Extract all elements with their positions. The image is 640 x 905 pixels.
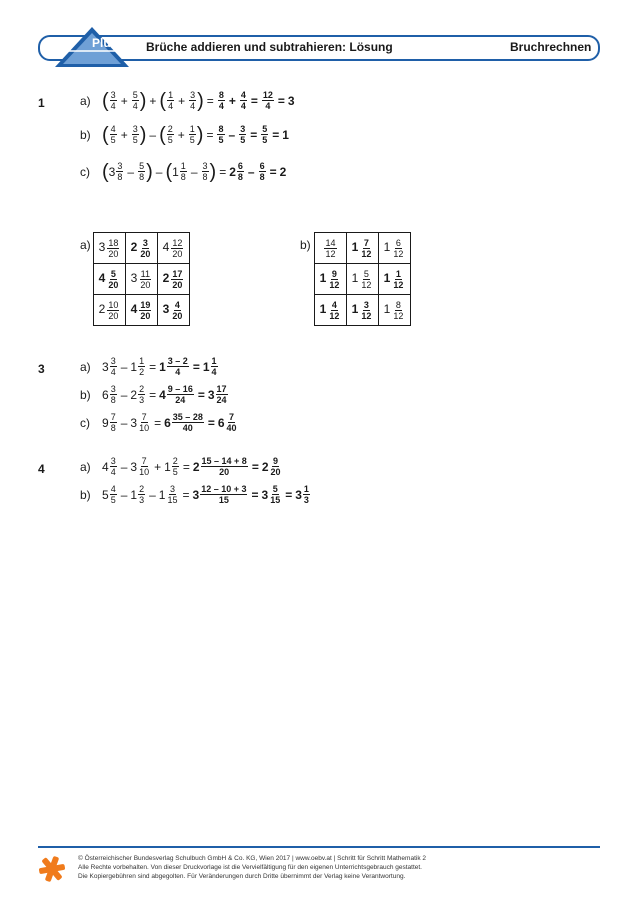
item-label: c): [80, 415, 90, 430]
whole-number: 4: [130, 302, 138, 317]
grid-row: [94, 295, 190, 326]
fraction: $\frac{1}{4}$: [211, 356, 217, 377]
fraction: $\frac{10}{20}$: [108, 299, 119, 321]
whole-number: 1: [202, 359, 210, 374]
footer-fees: Die Kopiergebühren sind abgegolten. Für Veränderungen durch Dritte übernimmt der Verlag keine Verantwortung.: [78, 873, 406, 880]
equals: =: [206, 127, 214, 142]
fraction: $\frac{5}{15}$: [270, 484, 281, 505]
task-4a: [80, 456, 283, 477]
fraction: $\frac{11}{20}$: [140, 268, 151, 290]
equals: =: [182, 459, 190, 474]
fraction: $\frac{3}{4}$: [110, 90, 116, 111]
fraction: $\frac{1}{4}$: [168, 90, 174, 111]
operator: +: [178, 93, 186, 108]
fraction: $\frac{7}{10}$: [139, 456, 150, 477]
fraction: $\frac{3}{5}$: [132, 124, 138, 145]
fraction: $\frac{3}{4}$: [110, 456, 116, 477]
whole-number: 1: [130, 359, 138, 374]
whole-number: 3: [162, 302, 170, 317]
fraction: $\frac{8}{12}$: [393, 299, 404, 321]
item-label: a): [80, 93, 91, 108]
grid-cell: [94, 264, 126, 295]
item-label: b): [80, 127, 91, 142]
grid-cell: [347, 233, 379, 264]
fraction: $\frac{19}{20}$: [140, 299, 151, 321]
fraction: $\frac{7}{10}$: [139, 412, 150, 433]
item-label: a): [80, 359, 91, 374]
fraction: $\frac{2}{5}$: [167, 124, 173, 145]
operator: –: [149, 127, 157, 142]
task-number: 1: [38, 96, 45, 110]
fraction: $\frac{5}{12}$: [361, 268, 372, 290]
fraction: $\frac{14}{12}$: [325, 237, 336, 259]
equals: =: [154, 415, 162, 430]
equals: =: [272, 127, 280, 142]
grid-cell: [379, 264, 411, 295]
operator: –: [120, 459, 128, 474]
fraction: $\frac{15 - 14 + 8}{20}$: [201, 456, 247, 477]
task-number: 3: [38, 362, 45, 376]
task-number: 4: [38, 462, 45, 476]
whole-number: 4: [102, 459, 109, 474]
grid-cell: [94, 233, 126, 264]
equals: =: [149, 359, 157, 374]
fraction: $\frac{2}{3}$: [139, 384, 145, 405]
footer-rights: Alle Rechte vorbehalten. Von dieser Druckvorlage ist die Vervielfältigung für den eigenen Unterrichtsgebrauch gestattet.: [78, 864, 422, 871]
whole-number: 9: [102, 415, 109, 430]
item-label: b): [80, 387, 91, 402]
whole-number: 3: [102, 359, 109, 374]
fraction: $\frac{4}{4}$: [240, 90, 246, 111]
equals: =: [149, 387, 157, 402]
whole-number: 3: [130, 415, 138, 430]
plus-label: Plus: [92, 36, 118, 50]
result: 3: [287, 93, 295, 108]
operator: +: [177, 127, 185, 142]
paren: ): [139, 89, 147, 112]
fraction: $\frac{4}{5}$: [110, 124, 116, 145]
fraction: $\frac{4}{5}$: [110, 484, 116, 505]
paren: (: [159, 123, 166, 146]
grid-cell: [126, 233, 158, 264]
paren: ): [197, 89, 204, 112]
whole-number: 1: [319, 271, 327, 286]
grid-row: [94, 233, 190, 264]
equals: =: [219, 164, 227, 179]
whole-number: 3: [295, 487, 302, 502]
grid-cell: [126, 295, 158, 326]
paren: (: [165, 160, 173, 183]
result: 2: [279, 164, 287, 179]
grid-cell: [126, 264, 158, 295]
footer-text: [78, 854, 426, 881]
fraction: $\frac{3}{20}$: [140, 237, 151, 259]
equals: =: [285, 487, 293, 502]
operator: –: [247, 164, 255, 179]
publisher-star-icon: [38, 855, 66, 883]
fraction: $\frac{4}{20}$: [172, 299, 183, 321]
whole-number: 2: [130, 387, 138, 402]
whole-number: 1: [383, 271, 391, 286]
fraction: $\frac{1}{12}$: [393, 268, 404, 290]
whole-number: 6: [217, 415, 225, 430]
fraction: $\frac{5}{4}$: [132, 90, 138, 111]
equals: =: [206, 93, 214, 108]
fraction: $\frac{1}{5}$: [189, 124, 195, 145]
grid-row: [94, 264, 190, 295]
whole-number: 6: [102, 387, 109, 402]
operator: –: [120, 487, 128, 502]
footer-copyright: © Österreichischer Bundesverlag Schulbuch GmbH & Co. KG, Wien 2017 | www.oebv.at | Schritt für Schritt Mathematik 2: [78, 855, 426, 862]
paren: (: [102, 160, 109, 183]
whole-number: 1: [164, 459, 171, 474]
task-1a: [80, 90, 295, 111]
fraction: $\frac{9}{12}$: [329, 268, 340, 290]
equals: =: [251, 487, 259, 502]
item-label: a): [80, 459, 91, 474]
fraction: $\frac{12}{20}$: [172, 237, 183, 259]
fraction: $\frac{1}{8}$: [180, 161, 186, 182]
grid-cell: [158, 264, 190, 295]
operator: –: [155, 164, 163, 179]
fraction: $\frac{2}{5}$: [172, 456, 178, 477]
whole-number: 1: [130, 487, 138, 502]
paren: ): [209, 160, 217, 183]
fraction: $\frac{9}{20}$: [270, 456, 281, 477]
fraction: $\frac{18}{20}$: [108, 237, 119, 259]
whole-number: 5: [102, 487, 109, 502]
fraction: $\frac{3}{15}$: [167, 484, 178, 505]
whole-number: 2: [261, 459, 269, 474]
whole-number: 3: [130, 459, 138, 474]
fraction: $\frac{8}{4}$: [218, 90, 224, 111]
equals: =: [250, 127, 258, 142]
fraction: $\frac{7}{8}$: [110, 412, 116, 433]
whole-number: 1: [351, 271, 359, 286]
magic-square-b: [314, 232, 411, 326]
operator: –: [120, 359, 128, 374]
whole-number: 2: [162, 271, 170, 286]
operator: –: [120, 415, 128, 430]
operator: +: [154, 459, 162, 474]
task-1c: [80, 161, 286, 182]
fraction: $\frac{4}{12}$: [329, 299, 340, 321]
operator: –: [127, 164, 135, 179]
whole-number: 3: [207, 387, 215, 402]
fraction: $\frac{1}{3}$: [303, 484, 309, 505]
whole-number: 4: [98, 271, 106, 286]
whole-number: 2: [192, 459, 200, 474]
paren: (: [159, 89, 167, 112]
fraction: $\frac{6}{12}$: [393, 237, 404, 259]
fraction: $\frac{5}{8}$: [139, 161, 145, 182]
fraction: $\frac{17}{20}$: [172, 268, 183, 290]
grid-row: [315, 264, 411, 295]
operator: +: [228, 93, 236, 108]
grid-cell: [158, 295, 190, 326]
item-label: b): [80, 487, 91, 502]
whole-number: 3: [130, 271, 138, 286]
fraction: $\frac{3}{12}$: [361, 299, 372, 321]
fraction: $\frac{3}{5}$: [240, 124, 246, 145]
topic-label: Bruchrechnen: [510, 40, 592, 54]
task-3c: [80, 412, 239, 433]
operator: –: [149, 487, 156, 502]
grid-cell: [315, 233, 347, 264]
whole-number: 2: [229, 164, 236, 179]
grid-cell: [347, 295, 379, 326]
whole-number: 1: [383, 302, 391, 317]
whole-number: 3: [98, 240, 106, 255]
whole-number: 1: [351, 240, 359, 255]
whole-number: 4: [162, 240, 170, 255]
grid-row: [315, 295, 411, 326]
fraction: $\frac{17}{24}$: [216, 384, 227, 405]
equals: =: [182, 487, 190, 502]
magic-square-a: [93, 232, 190, 326]
operator: +: [149, 93, 157, 108]
task-3b: [80, 384, 229, 405]
grid-cell: [347, 264, 379, 295]
grid-cell: [315, 295, 347, 326]
grid-cell: [379, 233, 411, 264]
fraction: $\frac{8}{5}$: [218, 124, 224, 145]
fraction: $\frac{5}{20}$: [108, 268, 119, 290]
operator: –: [190, 164, 198, 179]
task-3a: [80, 356, 219, 377]
fraction: $\frac{2}{3}$: [139, 484, 145, 505]
grid-row: [315, 233, 411, 264]
equals: =: [269, 164, 277, 179]
fraction: $\frac{3}{8}$: [117, 161, 123, 182]
paren: ): [139, 123, 147, 146]
operator: +: [120, 127, 128, 142]
whole-number: 3: [108, 164, 116, 179]
whole-number: 4: [159, 387, 166, 402]
grid-cell: [379, 295, 411, 326]
equals: =: [192, 359, 200, 374]
paren: ): [146, 160, 153, 183]
fraction: $\frac{3}{4}$: [110, 356, 116, 377]
equals: =: [207, 415, 215, 430]
item-label: a): [80, 238, 91, 252]
equals: =: [250, 93, 258, 108]
fraction: $\frac{3}{4}$: [190, 90, 196, 111]
fraction: $\frac{7}{40}$: [226, 412, 237, 433]
fraction: $\frac{5}{5}$: [262, 124, 268, 145]
equals: =: [251, 459, 259, 474]
fraction: $\frac{35 - 28}{40}$: [172, 412, 203, 433]
whole-number: 1: [158, 487, 166, 502]
item-label: b): [300, 238, 311, 252]
whole-number: 1: [159, 359, 166, 374]
operator: +: [120, 93, 128, 108]
fraction: $\frac{12}{4}$: [262, 90, 273, 111]
fraction: $\frac{6}{8}$: [259, 161, 265, 182]
paren: (: [102, 123, 109, 146]
paren: (: [102, 89, 109, 112]
whole-number: 1: [351, 302, 359, 317]
fraction: $\frac{3 - 2}{4}$: [167, 356, 188, 377]
whole-number: 1: [319, 302, 327, 317]
operator: –: [228, 127, 236, 142]
whole-number: 1: [383, 240, 391, 255]
result: 1: [282, 127, 289, 142]
whole-number: 1: [172, 164, 179, 179]
whole-number: 3: [192, 487, 200, 502]
footer-divider: [38, 846, 600, 848]
item-label: c): [80, 164, 90, 179]
fraction: $\frac{6}{8}$: [237, 161, 243, 182]
whole-number: 2: [130, 240, 138, 255]
equals: =: [197, 387, 205, 402]
equals: =: [277, 93, 285, 108]
grid-cell: [158, 233, 190, 264]
fraction: $\frac{3}{8}$: [202, 161, 208, 182]
task-4b: [80, 484, 311, 505]
fraction: $\frac{1}{2}$: [139, 356, 145, 377]
operator: –: [120, 387, 128, 402]
grid-cell: [94, 295, 126, 326]
task-1b: [80, 124, 289, 145]
fraction: $\frac{3}{8}$: [110, 384, 116, 405]
fraction: $\frac{7}{12}$: [361, 237, 372, 259]
whole-number: 6: [164, 415, 171, 430]
whole-number: 3: [261, 487, 269, 502]
paren: ): [196, 123, 204, 146]
page-title: Brüche addieren und subtrahieren: Lösung: [146, 40, 393, 54]
whole-number: 2: [98, 302, 106, 317]
fraction: $\frac{12 - 10 + 3}{15}$: [201, 484, 247, 505]
fraction: $\frac{9 - 16}{24}$: [167, 384, 193, 405]
grid-cell: [315, 264, 347, 295]
